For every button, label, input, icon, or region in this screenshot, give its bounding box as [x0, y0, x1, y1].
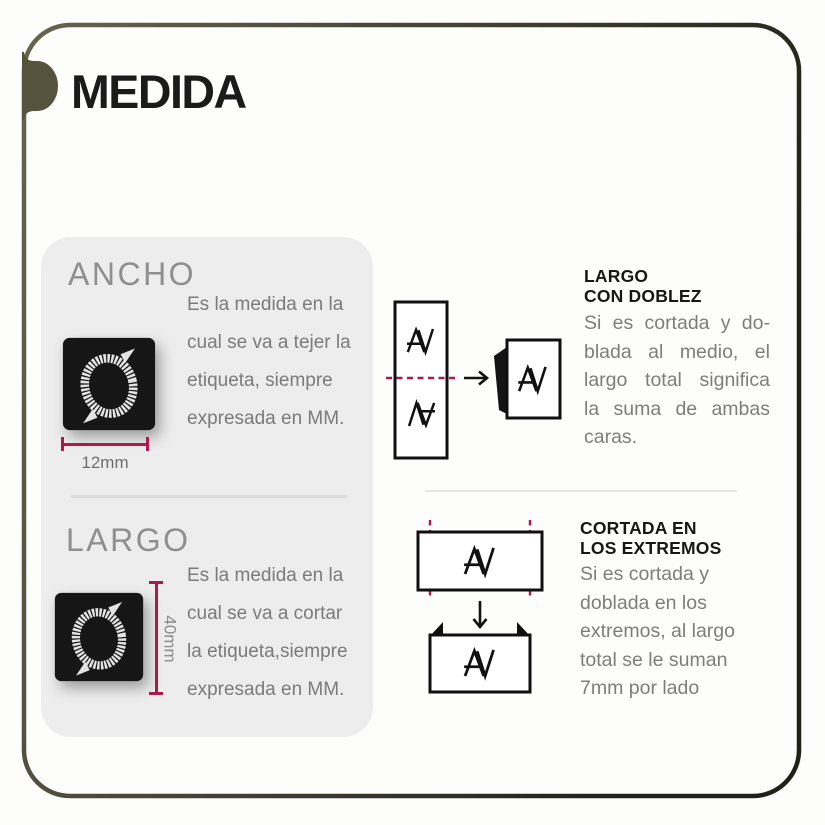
- largo-paragraph: [187, 557, 348, 709]
- doblez-line: largo total significa: [584, 369, 770, 391]
- woven-label-photo-largo: [53, 591, 145, 683]
- label-outline: [395, 302, 447, 458]
- section-divider: [71, 495, 347, 498]
- fold-corner-right: [517, 622, 530, 636]
- width-ruler: [61, 437, 149, 451]
- largo-line: cual se va a cortar: [187, 603, 343, 624]
- right-divider: [425, 490, 737, 492]
- doblez-heading-line: LARGO: [584, 266, 649, 286]
- extremos-line: total se le suman: [580, 648, 728, 671]
- doblez-line: la suma de ambas: [584, 397, 770, 420]
- ancho-line: expresada en MM.: [187, 408, 345, 429]
- ancho-line: etiqueta, siempre: [187, 370, 333, 391]
- ruler-tick: [149, 692, 163, 695]
- fold-corner-left: [430, 622, 443, 636]
- brand-tab: [23, 52, 57, 120]
- fold-diagram: [384, 294, 569, 466]
- largo-line: la etiqueta,siempre: [187, 641, 348, 662]
- doblez-line: blada al medio, el: [584, 340, 770, 363]
- extremos-line: 7mm por lado: [580, 677, 700, 699]
- doblez-line: Si es cortada y do-: [584, 312, 770, 334]
- woven-label-photo-ancho: [61, 336, 157, 432]
- ancho-title: ANCHO: [68, 256, 197, 292]
- measures-panel: [41, 237, 373, 737]
- ruler-tick: [146, 437, 149, 451]
- doblez-heading: [584, 266, 702, 306]
- ancho-paragraph: [187, 286, 351, 438]
- extremos-line: Si es cortada y: [580, 563, 709, 585]
- doblez-line: caras.: [584, 426, 638, 448]
- largo-measure-label: 40mm: [160, 615, 180, 663]
- arrow-down-icon: [474, 601, 487, 627]
- doblez-heading-line: CON DOBLEZ: [584, 286, 702, 306]
- cut-ends-diagram: [413, 513, 553, 703]
- extremos-heading-line: LOS EXTREMOS: [580, 538, 722, 558]
- page-title: MEDIDA: [71, 65, 246, 118]
- extremos-line: extremos, al largo: [580, 620, 735, 642]
- ruler-bar: [155, 581, 158, 695]
- doblez-paragraph: [584, 309, 770, 452]
- ruler-bar: [61, 443, 149, 446]
- extremos-paragraph: [580, 560, 785, 703]
- ancho-measure-label: 12mm: [81, 453, 129, 472]
- extremos-line: doblada en los: [580, 591, 707, 614]
- folded-back-flap: [494, 347, 507, 414]
- largo-line: Es la medida en la: [187, 565, 344, 586]
- ancho-line: cual se va a tejer la: [187, 332, 351, 353]
- ancho-line: Es la medida en la: [187, 294, 344, 315]
- extremos-heading-line: CORTADA EN: [580, 518, 697, 538]
- largo-title: LARGO: [66, 522, 191, 558]
- extremos-heading: [580, 518, 721, 558]
- arrow-right-icon: [464, 372, 487, 385]
- largo-line: expresada en MM.: [187, 679, 345, 700]
